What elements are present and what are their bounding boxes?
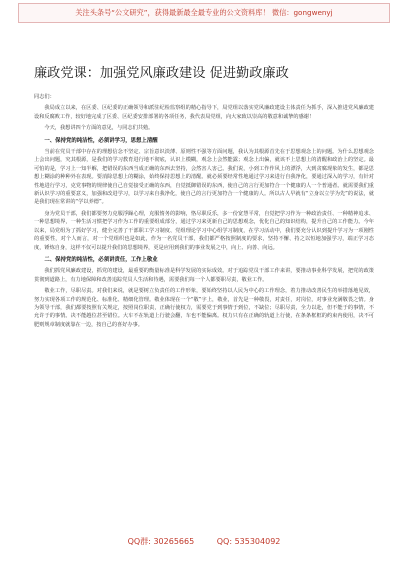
footer-contact xyxy=(0,536,408,547)
qq-group-text: QQ群: 30265665 xyxy=(127,537,195,546)
promo-banner: 关注头条号“公文研究”，获得最新最全最专业的公文资料库！ 微信：gongwenyj xyxy=(18,3,390,23)
paragraph: 今天，我想讲四个方面的意见，与同志们共勉。 xyxy=(44,125,154,132)
paragraph: 身为党员干部，我们都要努力克服浮躁心理，克服惰务的影响，恪尽职反乐，多一份宽慧平常，自觉把学习作为一种政治责任、一种精神追求、一种思想境界，一种生活习惯把学习作为工作的重要组成部分，通过学习来更新自己的思想观念，优化自己的知识结构，提升自己的工作能力。今年以来，局党组为了抓好学习，健全完善了干部职工学习制度、党组理论学习中心组学习制度，在学习活动中，我们要充分认识到提升学习为一项刚性的重要性，对个人而言，对一个党组织也是如此，作为一名党员干部，我们都严格按照制度的要求，坚持不懈、持之以恒地加强学习，端正学习态度，锤炼自身，这样不仅可以提升我们的思想境界，更是应用到我们的事业发展之中，向上、向善、向远。 xyxy=(34,210,374,251)
document-body xyxy=(34,93,374,332)
section-heading: 一、保持党的纯洁性，必须讲学习，思想上清醒 xyxy=(44,137,158,144)
page-title: 廉政党课：加强党风廉政建设 促进勤政廉政 xyxy=(34,66,289,81)
section-heading: 二、保持党的纯洁性，必须讲责任，工作上敬业 xyxy=(44,256,158,263)
qq-text: QQ: 535304092 xyxy=(216,537,281,546)
paragraph: 敬业工作，尽职尽责。对我们来说，就是要树立负责任的工作形象，要始终坚持以人民为中心的工作理念，着力推动改善民生的举措落地见效，努力实现各项工作的规范化、标准化、精细化管理。敬业体现在一个“敬”字上，敬业，首先是一种敬畏，对责任，对岗位，对事业充满敬畏之情。身为领导干部，我们都要按照有关规定，按照岗位职责，正确行使权力，需要党于到事情于到位，不缺位；尽职尽责，全力以赴，但不能于的事情，不允许于的事情。决不能越位甚至错位。大车不在轨道上行驶会翻，车也不能偏离。权力只有在正确的轨道上行使，在条条框框的约束内使用，决不可肥则规章制度就靠在一边，按自己的喜好办事。 xyxy=(34,288,374,328)
paragraph: 我们抓党风廉政建设，抓党的建设，最重要的衡量标准是科学发展的实际成效。对于追踪党员干部工作来讲，要推动事业科学发展，把党的政策贯彻到道路上，有力地保障和改善追踪党员人生活和待遇，需要我们每一个人都要职尽责，敬业工作。 xyxy=(34,268,374,283)
salutation: 同志们： xyxy=(34,94,55,100)
paragraph: 当前在党员干部中存在的理想信念不坚定、宗旨意识淡薄、原则性不强等方面问题，我认为其根源首先在于思想观念上的问题。为什么思想观念上会出问题，究其根源，是我们的学习教育进行地不彻底，认识上模糊，观念上会然能露；观念上出偏，就该不上思想上的清醒和政治上的坚定。最可怕的是，学习上一知半解，把错误的东西当成正确的东西去坚持，会然害人害己。我们说，小到工作作风上的漂浮，大到贪腐现象的发生，都是思想上糊涂的种种外在表现。要消除思想上的糊涂，始终保持思想上的清醒。就必须要经常性地通过学习来进行自我净化，要通过深入的学习，有针对性地进行学习，克党事物的规律使自己自觉接受正确的东西，自觉抵御错误的东西，使自己的言行更加符合一个健康的人一个普通者。就需要我们重新认识学习的重要意义，加强和改进学习，以学习来自我净化，使自己的言行更加符合一个健康的人。所以古人早就有“立身以立学为先”的说法，就是我们现在常讲的“学以养德”。 xyxy=(34,149,374,206)
paragraph: 我局成立以来，在区委、区纪委的正确领导和派驻纪检监察组的精心指导下，局党组以落实党风廉政建设主体责任为抓手，深入推进党风廉政建设和反腐败工作，较好地完成了区委、区纪委安排部署的各项任务，我代表局党组，向大家致以崇高的敬意和诚挚的感谢！ xyxy=(34,105,374,120)
